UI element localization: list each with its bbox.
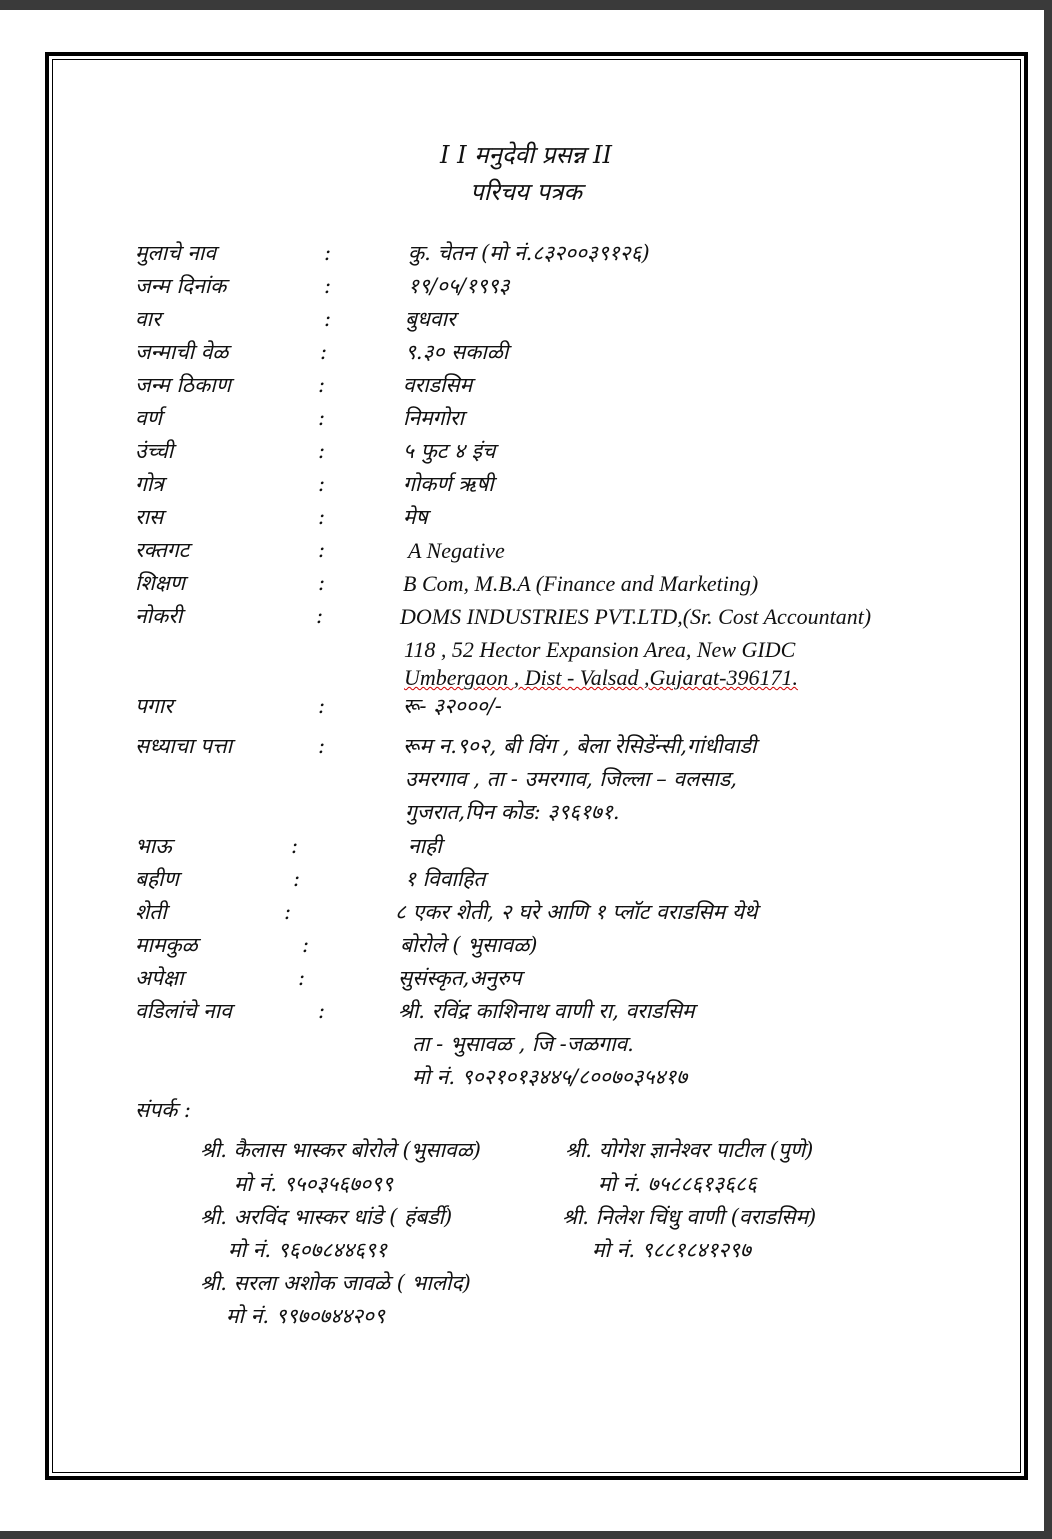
field-label-complexion: वर्ण (135, 406, 162, 430)
field-value-job: DOMS INDUSTRIES PVT.LTD,(Sr. Cost Accountant) (400, 604, 872, 629)
field-label-birth-time: जन्माची वेळ (135, 340, 229, 364)
field-label-salary: पगार (135, 694, 173, 718)
field-colon: : (284, 900, 292, 924)
field-colon: : (298, 966, 306, 990)
field-label-sister: बहीण (135, 867, 179, 891)
field-value-rashi: मेष (403, 505, 428, 529)
field-colon: : (291, 834, 299, 858)
field-value-day: बुधवार (405, 307, 456, 331)
field-label-blood-group: रक्तगट (135, 538, 190, 562)
field-colon: : (318, 571, 326, 595)
bottom-edge-strip (0, 1531, 1052, 1539)
contact-person-phone: मो नं. ९८८१८४१२९७ (592, 1238, 751, 1262)
field-colon: : (318, 694, 326, 718)
field-value-birth-place: वराडसिम (403, 373, 473, 397)
contact-person-phone: मो नं. ९५०३५६७०९९ (234, 1172, 393, 1196)
field-value-job-address-line1: 118 , 52 Hector Expansion Area, New GIDC (404, 637, 796, 662)
field-value-education: B Com, M.B.A (Finance and Marketing) (403, 571, 759, 596)
field-value-current-address-line3: गुजरात,पिन कोड: ३९६१७१. (405, 800, 620, 824)
field-colon: : (318, 538, 326, 562)
field-value-job-address-line2: Umbergaon , Dist - Valsad ,Gujarat-396171. (404, 665, 798, 690)
field-label-education: शिक्षण (135, 571, 185, 595)
field-colon: : (302, 933, 310, 957)
field-colon: : (318, 505, 326, 529)
field-value-farm: ८ एकर शेती, २ घरे आणि १ प्लॉट वराडसिम येथे (395, 900, 758, 924)
field-label-birth-date: जन्म दिनांक (135, 274, 227, 298)
field-label-name: मुलाचे नाव (135, 241, 217, 265)
field-label-current-address: सध्याचा पत्ता (135, 734, 233, 758)
field-label-gotra: गोत्र (135, 472, 164, 496)
field-value-father-address: ता - भुसावळ , जि -जळगाव. (412, 1032, 634, 1056)
field-colon: : (324, 274, 332, 298)
contact-person-name: श्री. योगेश ज्ञानेश्वर पाटील (पुणे) (565, 1138, 814, 1162)
field-colon: : (318, 734, 326, 758)
field-value-birth-time: ९.३० सकाळी (405, 340, 509, 364)
contact-person-name: श्री. सरला अशोक जावळे ( भालोद) (200, 1271, 471, 1295)
field-colon: : (320, 340, 328, 364)
field-value-blood-group: A Negative (408, 538, 505, 563)
field-colon: : (324, 307, 332, 331)
field-value-birth-date: १९/०५/१९९३ (408, 274, 510, 298)
field-label-brother: भाऊ (135, 834, 172, 858)
field-value-sister: १ विवाहित (405, 867, 486, 891)
field-value-maternal-family: बोरोले ( भुसावळ) (400, 933, 538, 957)
page-inner-border (52, 59, 1021, 1473)
field-label-rashi: रास (135, 505, 164, 529)
field-colon: : (316, 604, 324, 628)
field-value-name: कु. चेतन (मो नं.८३२००३९१२६) (408, 241, 650, 265)
right-edge-strip (1044, 0, 1052, 1539)
field-value-father-phone: मो नं. ९०२१०१३४४५/८००७०३५४१७ (412, 1065, 688, 1089)
contact-person-phone: मो नं. ७५८८६१३६८६ (598, 1172, 757, 1196)
field-label-expectation: अपेक्षा (135, 966, 184, 990)
field-colon: : (318, 439, 326, 463)
field-value-expectation: सुसंस्कृत,अनुरुप (398, 966, 522, 990)
contact-person-name: श्री. अरविंद भास्कर धांडे ( हंबर्डी) (200, 1205, 453, 1229)
field-label-farm: शेती (135, 900, 167, 924)
field-value-father-name: श्री. रविंद्र काशिनाथ वाणी रा, वराडसिम (398, 999, 695, 1023)
field-colon: : (318, 472, 326, 496)
field-value-salary: रू- ३२०००/- (403, 694, 502, 718)
field-colon: : (318, 373, 326, 397)
top-edge-strip (0, 0, 1052, 10)
field-colon: : (324, 241, 332, 265)
field-value-height: ५ फुट ४ इंच (403, 439, 496, 463)
field-value-current-address: रूम न.९०२, बी विंग , बेला रेसिडेंन्सी,गांधीवाडी (403, 734, 757, 758)
field-value-gotra: गोकर्ण ऋषी (403, 472, 494, 496)
field-colon: : (318, 406, 326, 430)
field-value-current-address-line2: उमरगाव , ता - उमरगाव, जिल्ला – वलसाड, (405, 767, 737, 791)
field-value-brother: नाही (408, 834, 442, 858)
contact-person-phone: मो नं. ९६०७८४४६९१ (228, 1238, 387, 1262)
field-label-job: नोकरी (135, 604, 183, 628)
contact-heading: संपर्क : (135, 1098, 192, 1122)
contact-person-phone: मो नं. ९९७०७४४२०९ (226, 1304, 385, 1328)
field-colon: : (318, 999, 326, 1023)
contact-person-name: श्री. कैलास भास्कर बोरोले (भुसावळ) (200, 1138, 481, 1162)
document-title-blessing: I I मनुदेवी प्रसन्न II (440, 141, 612, 169)
field-value-complexion: निमगोरा (403, 406, 464, 430)
field-colon: : (293, 867, 301, 891)
field-label-father-name: वडिलांचे नाव (135, 999, 232, 1023)
document-title: परिचय पत्रक (470, 178, 582, 206)
field-label-height: उंच्ची (135, 439, 174, 463)
field-label-day: वार (135, 307, 161, 331)
contact-person-name: श्री. निलेश चिंधु वाणी (वराडसिम) (562, 1205, 817, 1229)
field-label-maternal-family: मामकुळ (135, 933, 198, 957)
field-label-birth-place: जन्म ठिकाण (135, 373, 231, 397)
